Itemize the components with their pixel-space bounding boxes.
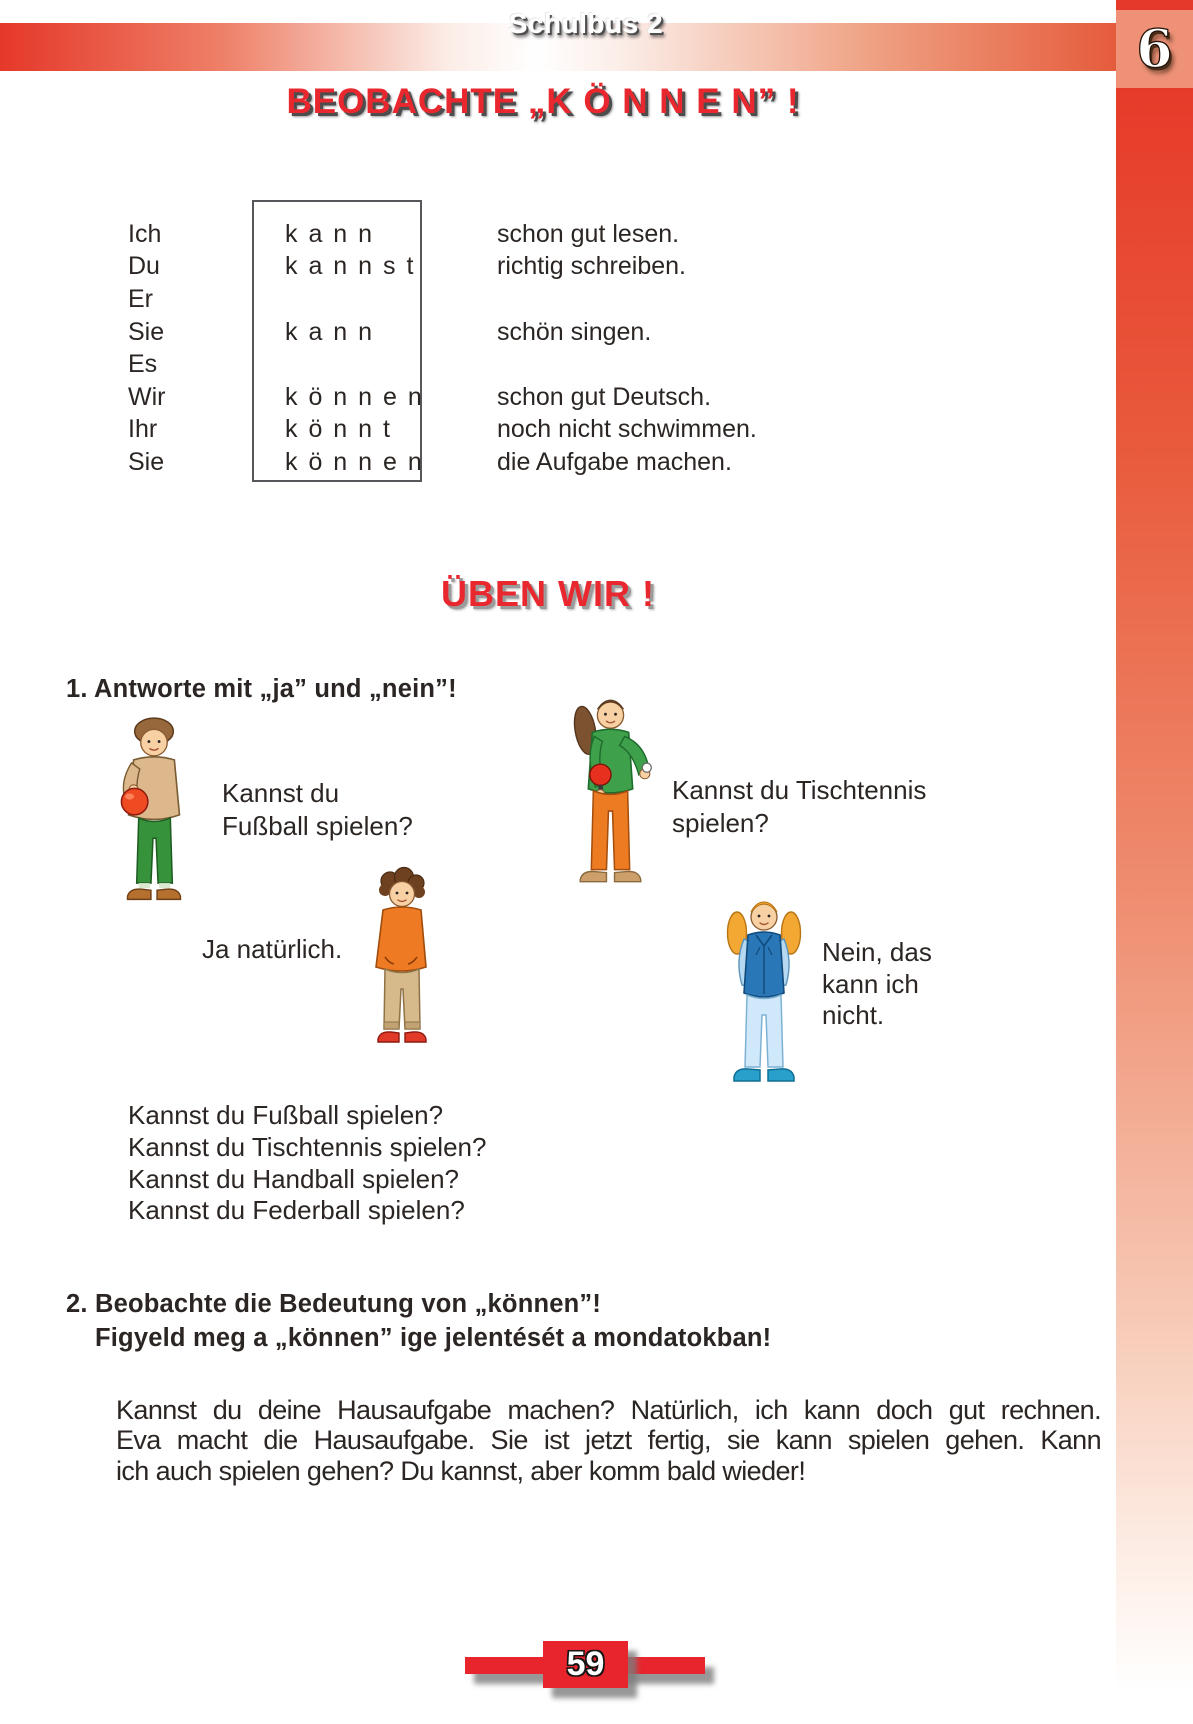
pronoun-cell: Du [128, 252, 160, 281]
pronoun-cell: Ihr [128, 415, 158, 444]
table-row [128, 381, 888, 414]
verb-cell: k ö n n e n [285, 382, 424, 411]
pronoun-cell: Sie [128, 447, 165, 476]
table-row [128, 446, 888, 479]
answer-line: Nein, das [822, 937, 932, 967]
exercise1-heading: 1. Antworte mit „ja” und „nein”! [66, 675, 457, 703]
exercise2-heading-hu: Figyeld meg a „können” ige jelentését a mondatokban! [95, 1324, 772, 1352]
speech-tischtennis [672, 774, 926, 840]
unit-number: 6 [1136, 18, 1173, 80]
sidebar-top-strip [1116, 0, 1193, 10]
question-item: Kannst du Fußball spielen? [128, 1100, 444, 1130]
page-number-block [543, 1641, 628, 1688]
table-row [128, 348, 888, 381]
book-title: Schulbus 2 [508, 8, 664, 39]
answer-line: nicht. [822, 1000, 885, 1030]
illustration-boy-with-ball [103, 712, 205, 934]
phrase-cell: schon gut lesen. [497, 219, 680, 248]
verb-cell: k a n n [285, 317, 375, 346]
exercise2-paragraph [116, 1395, 1101, 1486]
unit-number-badge [1116, 10, 1193, 88]
phrase-cell: schön singen. [497, 317, 652, 346]
illustration-boy-orange [352, 866, 450, 1064]
phrase-cell: noch nicht schwimmen. [497, 415, 757, 444]
phrase-cell: die Aufgabe machen. [497, 447, 732, 476]
verb-cell: k a n n [285, 219, 375, 248]
phrase-cell: richtig schreiben. [497, 252, 686, 281]
paragraph-line: ich auch spielen gehen? Du kannst, aber komm bald wieder! [116, 1455, 806, 1486]
speech-football [222, 777, 413, 843]
phrase-cell: schon gut Deutsch. [497, 382, 712, 411]
verb-cell: k ö n n e n [285, 447, 424, 476]
speech-line: Fußball spielen? [222, 811, 413, 841]
pronoun-cell: Wir [128, 382, 166, 411]
page-title: BEOBACHTE „K Ö N N E N” ! [286, 82, 800, 121]
illustration-girl-with-paddle [558, 690, 664, 918]
paragraph-line: Eva macht die Hausaufgabe. Sie ist jetzt fertig, sie kann spielen gehen. Kann [116, 1425, 1101, 1456]
speech-line: Kannst du Tischtennis [672, 775, 927, 805]
question-item: Kannst du Federball spielen? [128, 1195, 465, 1226]
illustration-girl-blue [712, 890, 814, 1108]
pronoun-cell: Es [128, 350, 158, 379]
page-number: 59 [566, 1645, 605, 1683]
sidebar-gradient [1116, 88, 1193, 1724]
section-title: ÜBEN WIR ! [441, 573, 655, 614]
speech-line: spielen? [672, 808, 769, 838]
pronoun-cell: Er [128, 284, 153, 313]
exercise2-heading-de: 2. Beobachte die Bedeutung von „können”! [66, 1290, 602, 1318]
question-list [128, 1100, 486, 1227]
table-row [128, 283, 888, 316]
answer-no [822, 937, 932, 1032]
table-row [128, 316, 888, 349]
question-item: Kannst du Tischtennis spielen? [128, 1131, 487, 1162]
answer-yes: Ja natürlich. [202, 934, 343, 964]
table-row [128, 251, 888, 284]
question-item: Kannst du Handball spielen? [128, 1163, 460, 1194]
paragraph-line: Kannst du deine Hausaufgabe machen? Natürlich, ich kann doch gut rechnen. [116, 1395, 1101, 1425]
pronoun-cell: Ich [128, 219, 162, 248]
table-row [128, 414, 888, 447]
verb-cell: k ö n n t [285, 415, 392, 444]
table-row [128, 218, 888, 251]
speech-line: Kannst du [222, 778, 340, 808]
verb-cell: k a n n s t [285, 252, 416, 281]
pronoun-cell: Sie [128, 317, 165, 346]
grammar-table [128, 218, 888, 479]
unit-sidebar [1116, 0, 1193, 1724]
answer-line: kann ich [822, 968, 919, 999]
